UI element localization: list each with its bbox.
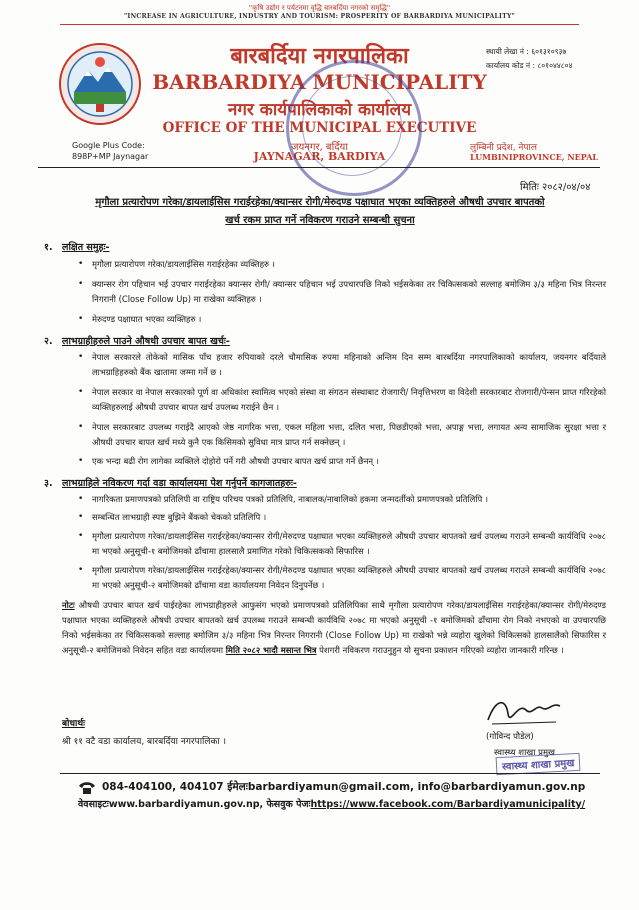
bullet: • xyxy=(78,531,84,541)
list-item: सम्बन्धित लाभग्राही स्पष्ट बुझिने बैंकको चेकको प्रतिलिपि । xyxy=(92,512,267,522)
list-item: नेपाल सरकार वा नेपाल सरकारको पूर्ण वा अधिकांश स्वामित्व भएको संस्था वा संगठन संस्थाबाट रोजगारी/ निवृत्तिभरण वा विदेशी सरकारबाट रोजगारी/पेन्सन प्राप्त गरिरहेको व्यक्तिहरुलाई औषधी उपचार बापत खर्च उपलब्ध गराईने छैन । xyxy=(92,387,606,412)
plus-code-value: 898P+MP Jaynagar xyxy=(72,152,149,161)
location-nepali: जयनगर, बर्दिया xyxy=(291,142,348,153)
office-name-nepali: नगर कार्यपालिकाको कार्यालय xyxy=(227,100,412,120)
municipality-name-english: BARBARDIYA MUNICIPALITY xyxy=(152,70,487,94)
note-deadline: मिति २०८२ भादौ मसान्त भित्र xyxy=(225,645,317,655)
list-item: मृगौला प्रत्यारोपण गरेका/डायलाईसिस गराईरहेका व्यक्तिहरु । xyxy=(92,259,275,269)
municipality-name-nepali: बारबर्दिया नगरपालिका xyxy=(230,44,409,69)
section-number: २. xyxy=(44,336,53,347)
bullet: • xyxy=(78,494,84,504)
bullet: • xyxy=(78,422,84,432)
official-seal-inner xyxy=(302,76,402,176)
header-rule xyxy=(38,167,600,168)
list-item: मृगौला प्रत्यारोपण गरेका/डायलाईसिस गराईरहेका/क्यान्सर रोगी/मेरुदण्ड पक्षाघात भएका व्यक्तिहरुले औषधी उपचार बापतको खर्च उपलब्ध गराउने सम्बन्धी कार्यविधि २०७८ मा भएको अनुसूची-१ बमोजिमको ढाँचामा हालसालै प्रमाणित गरेको चिकित्सकको सिफारिस । xyxy=(92,531,606,556)
location-english: JAYNAGAR, BARDIYA xyxy=(253,150,386,163)
bullet: • xyxy=(78,387,84,397)
bullet: • xyxy=(78,565,84,575)
list-item: नेपाल सरकारले तोकेको मासिक पाँच हजार रुपियाको दरले चौमासिक रुपमा महिनाको अन्तिम दिन सम्म बारबर्दिया नगरपालिकाको कार्यालय, जयनगर बर्दियाले लाभग्राहिहरुको बैंक खातामा जम्मा गर्ने छ । xyxy=(92,352,606,377)
footer-rule xyxy=(60,773,600,774)
office-code: कार्यालय कोड नं : ८०१०४४८०४ xyxy=(486,61,573,70)
section-title: लाभग्राहिले नविकरण गर्दा वडा कार्यालयमा पेश गर्नुपर्ने कागजातहरुः- xyxy=(62,478,297,489)
letter-date: मितिः २०८२/०४/०४ xyxy=(520,182,591,193)
bullet: • xyxy=(78,259,84,269)
account-number: स्थायी लेखा नं : ६०१३१०९३७ xyxy=(486,47,567,56)
facebook-link[interactable]: https://www.facebook.com/Barbardiyamunicipality/ xyxy=(310,799,586,810)
bullet: • xyxy=(78,512,84,522)
section-title: लाभग्राहीहरुले पाउने औषधी उपचार बापत खर्चः- xyxy=(62,336,230,347)
note-text: औषधी उपचार बापत खर्च पाईरहेका लाभग्राहीहरुले आफुसंग भएको प्रमाणपत्रको प्रतिलिपिका साथै मृगौला प्रत्यारोपण गरेका/डायलाईसिस गराईरहेका/क्यान्सर रोगी/मेरुदण्ड पक्षाघात भएका व्यक्तिहरुले औषधी उपचार बापतको खर्च उपलब्ध गराउने सम्बन्धी कार्यविधि २०७८ मा भएको अनुसूची -१ बमोजिमको ढाँचामा रोग निको नभएको वा उपचारपछि निको भईसकेका तर चिकित्सकको सल्लाह बमोजिम ३/३ महिना भित्र निरन्तर निगरानी (Close Follow Up) मा राखेको भन्ने व्यहोरा खुलेको चिकित्सको हालसालैको सिफारिस र अनुसूची-२ बमोजिमको निवेदन सहित वडा कार्यालयमा xyxy=(62,600,606,655)
website-text: वेवसाइटःwww.barbardiyamun.gov.np, फेसवुक पेजः xyxy=(78,799,311,810)
section-title: लक्षित समुहः- xyxy=(62,242,110,253)
list-item: क्यान्सर रोग पहिचान भई उपचार गराईरहेका क्यान्सर रोगी/ क्यान्सर पहिचान भई उपचारपछि निको भईसकेका तर चिकित्सकको सल्लाह बमोजिम ३/३ महिना भित्र निरन्तर निगरानी (Close Follow Up) मा राखेका व्यक्तिहरु । xyxy=(92,279,606,304)
list-item: एक भन्दा बढी रोग लागेका व्यक्तिले दोहोरो पर्ने गरी औषधी उपचार बापत खर्च प्राप्त गर्ने छैनन् । xyxy=(92,456,379,466)
bullet: • xyxy=(78,456,84,466)
province-english: LUMBINIPROVINCE, NEPAL xyxy=(470,152,599,162)
note-tail: पेशगरी नविकरण गराउनुहुन यो सुचना प्रकाशन गरिएको व्यहोरा जानकारी गरिन्छ । xyxy=(316,645,564,655)
notice-heading-line2: खर्च रकम प्राप्त गर्ने नविकरण गराउने सम्बन्धी सुचना xyxy=(225,215,415,226)
signatory-name: (गोविन्द पौडेल) xyxy=(486,732,534,742)
section-number: १. xyxy=(44,242,53,253)
phone-icon xyxy=(78,780,96,794)
contact-line: 084-404100, 404107 ईमेलःbarbardiyamun@gmail.com, info@barbardiyamun.gov.np xyxy=(102,781,586,793)
list-item: मेरुदण्ड पक्षाघात भएका व्यक्तिहरु । xyxy=(92,314,202,324)
office-name-english: OFFICE OF THE MUNICIPAL EXECUTIVE xyxy=(162,120,477,136)
list-item: नेपाल सरकारबाट उपलब्ध गराईदै आएको जेष्ठ नागरिक भत्ता, एकल महिला भत्ता, दलित भत्ता, पिछडीएको भत्ता, अपाङ्ग भत्ता, लगायत अन्य सामाजिक सुरक्षा भत्ता र औषधी उपचार बापत खर्च मध्ये कुनै एक किसिमको सुविधा मात्र प्राप्त गर्न सक्नेछन् । xyxy=(92,422,606,447)
note-paragraph xyxy=(62,598,606,658)
bullet: • xyxy=(78,314,84,324)
list-item: मृगौला प्रत्यारोपण गरेका/डायलाईसिस गराईरहेका/क्यान्सर रोगी/मेरुदण्ड पक्षाघात भएका व्यक्तिहरुले औषधी उपचार बापतको खर्च उपलब्ध गराउने सम्बन्धी कार्यविधि २०७८ मा भएको अनुसूची-२ बमोजिमको ढाँचामा वडा कार्यालयमा निवेदन दिनुपर्नेछ । xyxy=(92,565,606,590)
signatory-title: स्वास्थ्य शाखा प्रमुख xyxy=(494,748,555,758)
plus-code-label: Google Plus Code: xyxy=(72,141,145,150)
notice-heading-line1: मृगौला प्रत्यारोपण गरेका/डायलाईसिस गराईरहेका/क्यान्सर रोगी/मेरुदण्ड पक्षाघात भएका व्यक्तिहरुले औषधी उपचार बापतको xyxy=(95,197,545,208)
bullet: • xyxy=(78,352,84,362)
bullet: • xyxy=(78,279,84,289)
cc-label: बोधार्थः xyxy=(62,719,85,729)
section-number: ३. xyxy=(44,478,53,489)
province-nepali: लुम्बिनी प्रदेश, नेपाल xyxy=(470,143,537,153)
stamp: स्वास्थ्य शाखा प्रमुख xyxy=(496,753,581,775)
tagline-english: "INCREASE IN AGRICULTURE, INDUSTRY AND TOURISM: PROSPERITY OF BARBARDIYA MUNICIPALITY" xyxy=(124,13,515,20)
list-item: नागरिकता प्रमाणपत्रको प्रतिलिपी वा राष्ट्रिय परिचय पत्रको प्रतिलिपि, नाबालक/नाबालिको हकमा जन्मदर्तीको प्रमाणपत्रको प्रतिलिपि । xyxy=(92,494,489,504)
note-label: नोटः xyxy=(62,600,75,610)
tagline-nepali: "कृषि उद्योग र पर्यटनमा वृद्धि बारबर्दिया नगरको समृद्धि" xyxy=(248,4,391,12)
header-divider xyxy=(60,24,579,25)
handwritten-signature xyxy=(478,692,568,732)
cc-recipient: श्री ११ वटै वडा कार्यालय, बारबर्दिया नगरपालिका । xyxy=(62,737,226,747)
web-line xyxy=(78,797,585,810)
